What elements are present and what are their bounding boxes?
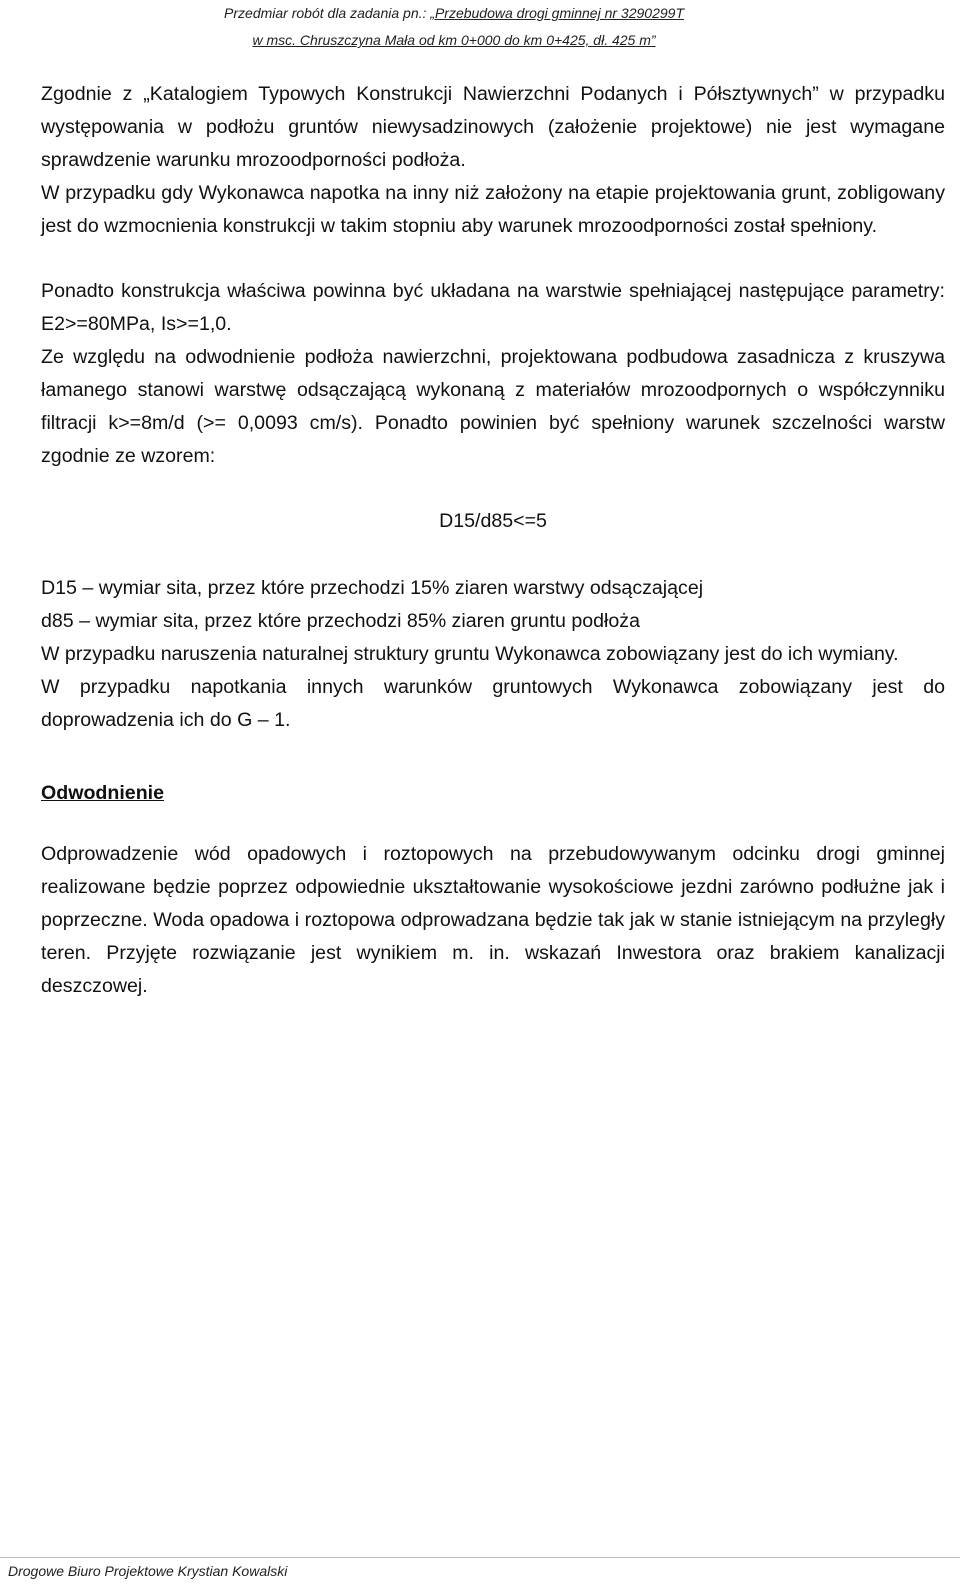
paragraph-contractor-soil: W przypadku gdy Wykonawca napotka na inny niż założony na etapie projektowania grunt, zobligowany jest do wzmocnienia konstrukcji w takim stopniu aby warunek mrozoodporności został spełniony. bbox=[41, 182, 945, 237]
section-heading-drainage: Odwodnienie bbox=[41, 782, 165, 804]
footer-divider bbox=[0, 1557, 960, 1558]
paragraph-katalog: Zgodnie z „Katalogiem Typowych Konstrukcji Nawierzchni Podanych i Półsztywnych” w przypadku występowania w podłożu gruntów niewysadzinowych (założenie projektowe) nie jest wymagane sprawdzenie warunku mrozoodporności podłoża. bbox=[41, 83, 945, 171]
definition-d85: d85 – wymiar sita, przez które przechodzi 85% ziaren gruntu podłoża bbox=[41, 610, 641, 632]
definition-d15: D15 – wymiar sita, przez które przechodzi 15% ziaren warstwy odsączającej bbox=[41, 577, 704, 599]
paragraph-drainage: Odprowadzenie wód opadowych i roztopowych na przebudowywanym odcinku drogi gminnej realizowane będzie poprzez odpowiednie ukształtowanie wysokościowe jezdni zarówno podłużne jak i poprzeczne. Woda opadowa i roztopowa odprowadzana będzie tak jak w stanie istniejącym na przyległy teren. Przyjęte rozwiązanie jest wynikiem m. in. wskazań Inwestora oraz brakiem kanalizacji deszczowej. bbox=[41, 843, 945, 997]
spacer bbox=[41, 259, 945, 275]
formula: D15/d85<=5 bbox=[439, 510, 547, 532]
header-line-1 bbox=[224, 0, 684, 27]
header-line-1-prefix: Przedmiar robót dla zadania pn.: bbox=[224, 5, 431, 21]
paragraph-drainage-layer: Ze względu na odwodnienie podłoża nawierzchni, projektowana podbudowa zasadnicza z kruszywa łamanego stanowi warstwę odsączającą wykonaną z materiałów mrozoodpornych o współczynniku filtracji k>=8m/d (>= 0,0093 cm/s). Ponadto powinien być spełniony warunek szczelności warstw zgodnie ze wzorem: bbox=[41, 346, 945, 467]
document-body bbox=[41, 78, 945, 1003]
paragraph-parameters: Ponadto konstrukcja właściwa powinna być układana na warstwie spełniającej następujące parametry: E2>=80MPa, Is>=1,0. bbox=[41, 280, 945, 335]
page-footer: Drogowe Biuro Projektowe Krystian Kowalski bbox=[8, 1563, 288, 1579]
note-soil-replacement: W przypadku naruszenia naturalnej struktury gruntu Wykonawca zobowiązany jest do ich wymiany. bbox=[41, 643, 899, 665]
page-header bbox=[224, 0, 684, 54]
spacer bbox=[41, 243, 945, 259]
header-line-2: w msc. Chruszczyna Mała od km 0+000 do km 0+425, dł. 425 m” bbox=[252, 32, 656, 48]
header-line-1-title: „Przebudowa drogi gminnej nr 3290299T bbox=[430, 5, 684, 21]
note-other-conditions: W przypadku napotkania innych warunków gruntowych Wykonawca zobowiązany jest do doprowadzenia ich do G – 1. bbox=[41, 676, 945, 731]
